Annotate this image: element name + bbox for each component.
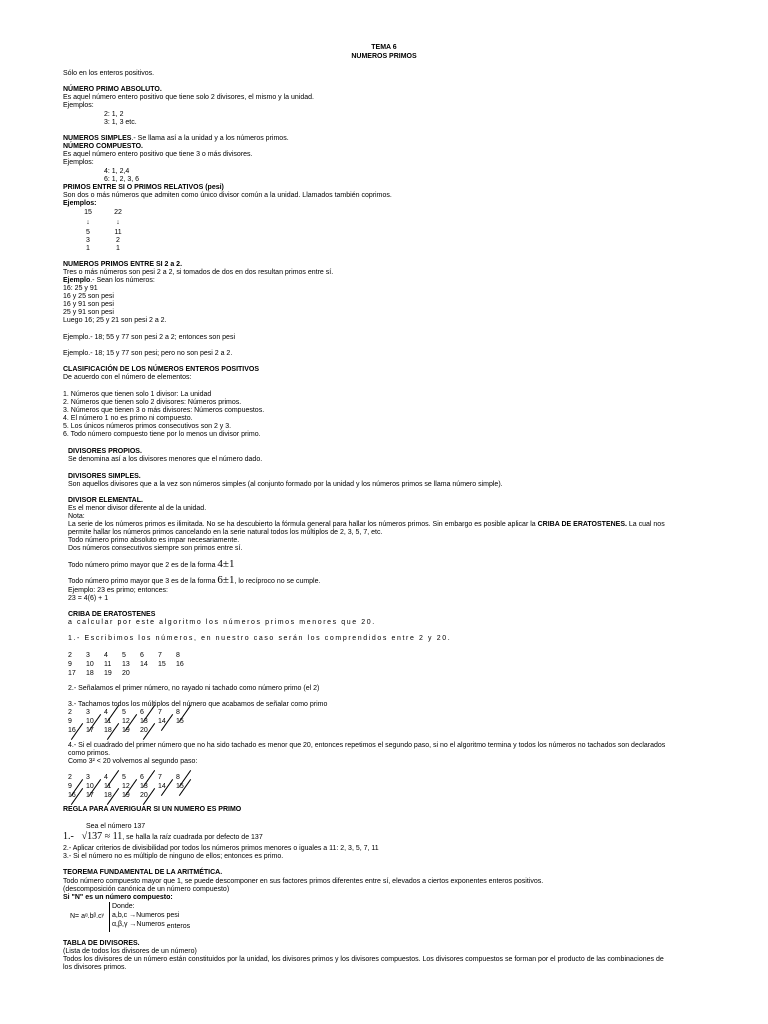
- criba-step4a: 4.- Si el cuadrado del primer número que no ha sido tachado es menor que 20, entonces repetimos el segundo paso, si no el algoritmo termina y todos los números no tachados son declarados: [68, 742, 666, 749]
- grid3-cell-crossed: 20: [140, 792, 158, 800]
- grid2-cell-crossed: 20: [140, 727, 158, 735]
- grid2-cell: 13: [140, 718, 148, 725]
- grid2-cell-crossed: 4: [104, 709, 122, 717]
- compuesto-ejemplos: Ejemplos:: [63, 159, 94, 166]
- clasificacion-item-3: 3. Números que tienen 3 o más divisores: Números compuestos.: [63, 407, 265, 414]
- primo-absoluto-ejemplos: Ejemplos:: [63, 102, 94, 109]
- teorema-r2-a: α,β,γ →Numeros: [112, 921, 165, 928]
- forma-4-line: [68, 560, 234, 570]
- grid1-cell: 7: [158, 652, 162, 659]
- grid1-cell: 9: [68, 661, 72, 668]
- primo-absoluto-ex2: 3: 1, 3 etc.: [104, 119, 137, 126]
- grid3-cell-crossed: 15: [176, 783, 194, 791]
- pesi22-line-0: 16: 25 y 91: [63, 285, 98, 292]
- grid2-cell: 9: [68, 718, 72, 725]
- grid3-cell: 13: [140, 783, 148, 790]
- grid1-cell: 14: [140, 661, 148, 668]
- pesi22-line-1: 16 y 25 son pesi: [63, 293, 114, 300]
- div-elemental-heading: DIVISOR ELEMENTAL.: [68, 497, 143, 504]
- grid1-cell: 4: [104, 652, 108, 659]
- regla-l2: [63, 833, 263, 842]
- grid3-cell-crossed: 4: [104, 774, 122, 782]
- pesi-col2-0: 22: [114, 209, 122, 216]
- forma-6-text: Todo número primo mayor que 3 es de la forma: [68, 578, 216, 585]
- pesi-col2-3: 2: [116, 237, 120, 244]
- clasificacion-item-1: 1. Números que tienen solo 1 divisor: La unidad: [63, 391, 212, 398]
- pesi-col2-arrow: ↓: [116, 219, 120, 226]
- forma-ejemplo-2: 23 = 4(6) + 1: [68, 595, 109, 602]
- forma-4-symbol: 4±1: [217, 558, 235, 570]
- regla-heading: REGLA PARA AVERIGUAR SI UN NUMERO ES PRIMO: [63, 806, 242, 813]
- pesi22-ejemplo: [63, 277, 155, 285]
- grid1-cell: 3: [86, 652, 90, 659]
- grid2-cell-crossed: 14: [158, 718, 176, 726]
- pesi-heading: PRIMOS ENTRE SI O PRIMOS RELATIVOS (pesi): [63, 184, 224, 191]
- grid1-cell: 13: [122, 661, 130, 668]
- simples-heading: NUMEROS SIMPLES: [63, 135, 132, 142]
- grid1-cell: 2: [68, 652, 72, 659]
- pesi22-line-2: 16 y 91 son pesi: [63, 301, 114, 308]
- tabla-l2: Todos los divisores de un número están constituidos por la unidad, los divisores primos y los divisores compuestos. Los divisores compuestos se forman por el producto de las combinaciones de: [63, 956, 664, 963]
- pesi22-ej2: Ejemplo.- 18; 15 y 77 son pesi; pero no son pesi 2 a 2.: [63, 350, 233, 357]
- grid3-cell: 7: [158, 774, 162, 781]
- simples-line: [63, 135, 289, 143]
- forma-4-text: Todo número primo mayor que 2 es de la forma: [68, 562, 216, 569]
- regla-l2-text: , se halla la raíz cuadrada por defecto de 137: [122, 834, 263, 841]
- div-elemental-l3a: La serie de los números primos es ilimitada. No se ha descubierto la fórmula general para hallar los números primos. Sin embargo es posible aplicar la: [68, 521, 538, 528]
- compuesto-ex1: 4: 1, 2,4: [104, 168, 130, 175]
- div-simples-text: Son aquellos divisores que a la vez son números simples (al conjunto formado por la unidad y los números primos se llama número simple).: [68, 481, 503, 488]
- criba-grid-2-row: [68, 709, 194, 718]
- criba-grid-2: [68, 709, 194, 736]
- teorema-r2: [112, 921, 190, 929]
- grid2-cell: 15: [176, 718, 184, 725]
- criba-grid-3-row: [68, 792, 194, 801]
- clasificacion-item-6: 6. Todo número compuesto tiene por lo menos un divisor primo.: [63, 431, 261, 438]
- criba-step3: 3.- Tachamos todos los múltiplos del número que acabamos de señalar como primo: [68, 701, 328, 708]
- compuesto-def: Es aquel número entero positivo que tiene 3 o más divisores.: [63, 151, 253, 158]
- simples-text: .- Se llama así a la unidad y a los números primos.: [131, 135, 289, 142]
- pesi-col1-3: 3: [86, 237, 90, 244]
- clasificacion-sub: De acuerdo con el número de elementos:: [63, 374, 192, 381]
- grid1-cell: 5: [122, 652, 126, 659]
- pesi-col2-4: 1: [116, 245, 120, 252]
- grid3-cell: 3: [86, 774, 90, 781]
- criba-grid-2-row: [68, 718, 194, 727]
- criba-step4b: como primos.: [68, 750, 111, 757]
- pesi-col1-0: 15: [84, 209, 92, 216]
- div-propios-text: Se denomina así a los divisores menores que el número dado.: [68, 456, 263, 463]
- grid1-cell: 18: [86, 670, 94, 677]
- pesi22-ej1: Ejemplo.- 18; 55 y 77 son pesi 2 a 2; entonces son pesi: [63, 334, 235, 341]
- grid2-cell: 19: [122, 727, 130, 734]
- pesi22-line-3: 25 y 91 son pesi: [63, 309, 114, 316]
- grid3-cell: 2: [68, 774, 72, 781]
- grid3-cell: 11: [104, 783, 112, 790]
- grid2-cell-crossed: 8: [176, 709, 194, 717]
- pesi22-def: Tres o más números son pesi 2 a 2, si tomados de dos en dos resultan primos entre sí.: [63, 269, 334, 276]
- teorema-donde: Donde:: [112, 903, 135, 910]
- tabla-l3: los divisores primos.: [63, 964, 127, 971]
- div-elemental-l6: Dos números consecutivos siempre son primos entre sí.: [68, 545, 243, 552]
- tabla-heading: TABLA DE DIVISORES.: [63, 940, 140, 947]
- forma-6-tail: , lo recíproco no se cumple.: [234, 578, 321, 585]
- criba-grid-1-row: [68, 652, 194, 661]
- criba-grid-3-row: [68, 783, 194, 792]
- pesi-col1-2: 5: [86, 229, 90, 236]
- clasificacion-item-4: 4. El número 1 no es primo ni compuesto.: [63, 415, 193, 422]
- grid2-cell: 7: [158, 709, 162, 716]
- grid3-cell-crossed: 6: [140, 774, 158, 782]
- clasificacion-item-5: 5. Los únicos números primos consecutivos son 2 y 3.: [63, 423, 232, 430]
- criba-grid-1-row: [68, 661, 194, 670]
- compuesto-ex2: 6: 1, 2, 3, 6: [104, 176, 140, 183]
- grid2-cell-crossed: 16: [68, 727, 86, 735]
- forma-6-symbol: 6±1: [217, 574, 235, 586]
- grid2-cell-crossed: 10: [86, 718, 104, 726]
- primo-absoluto-def: Es aquel número entero positivo que tiene solo 2 divisores, el mismo y la unidad.: [63, 94, 314, 101]
- grid3-cell-crossed: 12: [122, 783, 140, 791]
- criba-step2: 2.- Señalamos el primer número, no rayado ni tachado como número primo (el 2): [68, 685, 320, 692]
- teorema-brace: [109, 902, 110, 932]
- compuesto-heading: NÚMERO COMPUESTO.: [63, 143, 143, 150]
- grid1-cell: 8: [176, 652, 180, 659]
- div-propios-heading: DIVISORES PROPIOS.: [68, 448, 142, 455]
- criba-reference: CRIBA DE ERATOSTENES.: [537, 521, 627, 528]
- grid1-cell: 20: [122, 670, 130, 677]
- grid3-cell-crossed: 18: [104, 792, 122, 800]
- criba-grid-3-row: [68, 774, 194, 783]
- div-elemental-l2: Nota:: [68, 513, 85, 520]
- grid2-cell-crossed: 18: [104, 727, 122, 735]
- grid2-cell: 11: [104, 718, 112, 725]
- clasificacion-item-2: 2. Números que tienen solo 2 divisores: Números primos.: [63, 399, 242, 406]
- pesi22-line-4: Luego 16; 25 y 21 son pesi 2 a 2.: [63, 317, 167, 324]
- intro-text: Sólo en los enteros positivos.: [63, 70, 155, 77]
- grid1-cell: 11: [104, 661, 112, 668]
- grid1-cell: 15: [158, 661, 166, 668]
- primo-absoluto-ex1: 2: 1, 2: [104, 111, 124, 118]
- grid3-cell-crossed: 14: [158, 783, 176, 791]
- clasificacion-heading: CLASIFICACIÓN DE LOS NÚMEROS ENTEROS POSITIVOS: [63, 366, 260, 373]
- grid2-cell: 2: [68, 709, 72, 716]
- criba-grid-1: [68, 652, 194, 679]
- forma-ejemplo-1: Ejemplo: 23 es primo; entonces:: [68, 587, 168, 594]
- regla-l4: 3.- Si el número no es múltiplo de ninguno de ellos; entonces es primo.: [63, 853, 284, 860]
- teorema-l1: Todo número compuesto mayor que 1, se puede descomponer en sus factores primos diferentes entre sí, elevados a ciertos exponentes enteros positivos.: [63, 878, 544, 885]
- pesi-def: Son dos o más números que admiten como único divisor común a la unidad. Llamados también coprimos.: [63, 192, 392, 199]
- criba-heading: CRIBA DE ERATOSTENES: [68, 611, 156, 618]
- teorema-l3: Si "N" es un número compuesto:: [63, 894, 173, 901]
- grid2-cell-crossed: 6: [140, 709, 158, 717]
- div-simples-heading: DIVISORES SIMPLES.: [68, 473, 141, 480]
- pesi22-ejemplo-label: Ejemplo: [63, 277, 91, 284]
- grid3-cell-crossed: 10: [86, 783, 104, 791]
- grid3-cell-crossed: 16: [68, 792, 86, 800]
- div-elemental-l3: [68, 521, 665, 529]
- regla-l2-root: √137 ≈ 11: [81, 831, 123, 842]
- criba-step4c: Como 3² < 20 volvemos al segundo paso:: [68, 758, 198, 765]
- regla-l2-num: 1.-: [63, 831, 74, 842]
- criba-grid-3: [68, 774, 194, 801]
- div-elemental-l4: permite hallar los números primos cancelando en la serie natural todos los múltiplos de 2, 3, 5, 7, etc.: [68, 529, 383, 536]
- teorema-heading: TEOREMA FUNDAMENTAL DE LA ARITMÉTICA.: [63, 869, 223, 876]
- title-line-2: NUMEROS PRIMOS: [351, 53, 417, 60]
- teorema-formula: N= aᵅ.bᵝ.cᵞ: [70, 913, 104, 920]
- criba-sub: a calcular por este algoritmo los números primos menores que 20.: [68, 619, 376, 626]
- primo-absoluto-heading: NÚMERO PRIMO ABSOLUTO.: [63, 86, 162, 93]
- teorema-r2-b: enteros: [166, 923, 191, 930]
- pesi-col1-arrow: ↓: [86, 219, 90, 226]
- div-elemental-l1: Es el menor divisor diferente al de la unidad.: [68, 505, 207, 512]
- regla-l1: Sea el número 137: [86, 823, 146, 830]
- grid2-cell-crossed: 12: [122, 718, 140, 726]
- grid3-cell: 5: [122, 774, 126, 781]
- criba-grid-2-row: [68, 727, 194, 736]
- teorema-r1: a,b,c →Numeros pesi: [112, 912, 180, 919]
- div-elemental-l3c: La cual nos: [626, 521, 665, 528]
- teorema-l2: (descomposición canónica de un número compuesto): [63, 886, 230, 893]
- criba-step1: 1.- Escribimos los números, en nuestro caso serán los comprendidos entre 2 y 20.: [68, 635, 452, 642]
- grid3-cell: 17: [86, 792, 94, 799]
- grid3-cell-crossed: 8: [176, 774, 194, 782]
- grid2-cell: 3: [86, 709, 90, 716]
- grid1-cell: 16: [176, 661, 184, 668]
- grid3-cell-crossed: 9: [68, 783, 86, 791]
- pesi-col1-4: 1: [86, 245, 90, 252]
- grid3-cell: 19: [122, 792, 130, 799]
- grid1-cell: 6: [140, 652, 144, 659]
- grid1-cell: 19: [104, 670, 112, 677]
- grid1-cell: 17: [68, 670, 76, 677]
- tabla-l1: (Lista de todos los divisores de un número): [63, 948, 197, 955]
- pesi-ejemplos: Ejemplos:: [63, 200, 97, 207]
- criba-grid-1-row: [68, 670, 194, 679]
- div-elemental-l5: Todo número primo absoluto es impar necesariamente.: [68, 537, 240, 544]
- pesi-col2-2: 11: [114, 229, 122, 236]
- pesi22-heading: NUMEROS PRIMOS ENTRE SI 2 a 2.: [63, 261, 183, 268]
- grid2-cell: 5: [122, 709, 126, 716]
- grid1-cell: 10: [86, 661, 94, 668]
- title-line-1: TEMA 6: [371, 44, 397, 51]
- grid2-cell: 17: [86, 727, 94, 734]
- regla-l3: 2.- Aplicar criterios de divisibilidad por todos los números primos menores o iguales a 11: 2, 3, 5, 7, 11: [63, 845, 379, 852]
- forma-6-line: [68, 576, 320, 586]
- pesi22-ejemplo-text: .- Sean los números:: [90, 277, 155, 284]
